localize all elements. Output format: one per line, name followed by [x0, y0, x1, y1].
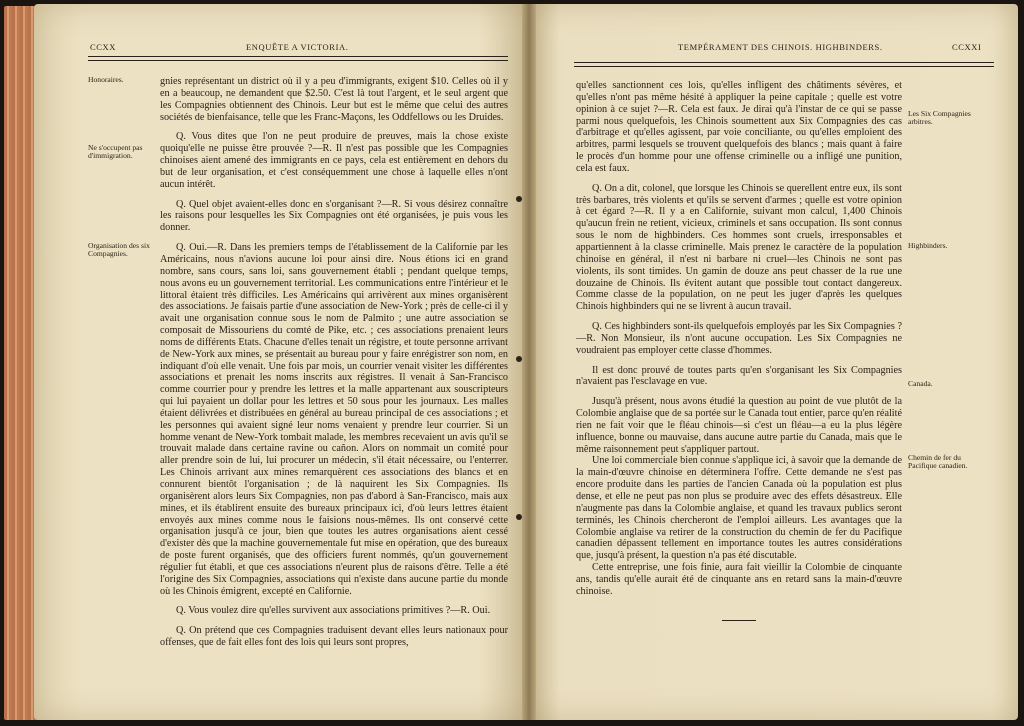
paragraph: Q. On a dit, colonel, que lorsque les Chinois se querellent entre eux, ils sont très barbares, très violents et qu'ils se servent d'armes ; quelle est votre opinion à cet égard ?—R. Il y a en Californie, suivant mon calcul, 1,400 Chinois qu'aucun frein ne retient, vicieux, criminels et sans occupation. Ils sont connus sous le nom de highbinders. Ces hommes sont cruels, irresponsables et appartiennent à la classe criminelle. Mais prenez le caractère de la population chinoise en général, il n'est ni barbare ni cruel—les Chinois ne sont pas violents, ils sont timides. Un gamin de douze ans peut chasser de la rue une douzaine de Chinois. Ils évitent autant que possible tout contact dangereux. Comme classe de la population, on ne peut les juger d'après les quelques Chinois highbinders qui ne se livrent à aucun travail.	[576, 182, 902, 313]
sidenote-highbinders: Highbinders.	[908, 241, 948, 250]
paragraph: Une loi commerciale bien connue s'applique ici, à savoir que la demande de la main-d'œuvre chinoise en déterminera l'offre. Cette demande ne s'est pas encore produite dans les parties de l'ancien Canada où la population est plus dense, et elle ne peut pas non plus se produire avec des effets désastreux. Elle n'augmente pas dans la Colombie anglaise, et quand les travaux publics seront terminés, les Chinois chercheront de l'emploi ailleurs. Les avantages que la Colombie anglaise va retirer de la construction du chemin de fer du Pacifique canadien dépassent tellement en importance toutes les autres considérations que, jusqu'à présent, la question n'a pas été discutable.	[576, 455, 902, 562]
paragraph: Q. On prétend que ces Compagnies traduisent devant elles leurs nationaux pour offenses, que de fait elles font des lois qui leurs sont propres,	[160, 625, 508, 649]
paragraph: Q. Ces highbinders sont-ils quelquefois employés par les Six Compagnies ?—R. Non Monsieur, ils n'ont aucune occupation. Les Six Compagnies ne voudraient pas employer cette classe d'hommes.	[576, 321, 902, 356]
paragraph: Q. Oui.—R. Dans les premiers temps de l'établissement de la Californie par les Américains, nous n'avions aucune loi pour ainsi dire. Nous étions ici en grand nombre, sans cours, sans loi, sans gouvernement établi ; pendant quelque temps, nous avons eu un gouvernement territorial. Les communications entre l'intérieur et le littoral étaient très difficiles. Les Américains qui arrivèrent aux mines organisèrent des associations. Je faisais partie d'une association de New-York ; près de celle-ci il y avait une organisation connue sous le nom de Palmito ; une autre association se composait de Missouriens du comté de Pike, etc. ; ces associations prenaient leurs noms de différents Etats. Chacune d'elles tenait un régistre, et toute personne arrivant de New-York aux mines, se présentait au bureau pour y faire enrégistrer son nom, en indiquant d'où elle venait. Une fois par mois, un courrier venait visiter les différentes associations et prenait les noms inscrits aux régistres. Il venait à San-Francisco comme courrier pour y prendre les lettres et la malle appartenant aux souscripteurs qui lui payaient un dollar pour les lettres et 50 sous pour les journaux. Les malles étaient délivrées et distribuées en général au bureau principal de ces associations ; et les personnes qui avaient signé leur noms venaient y prendre leur courrier. Si un homme venant de New-York tombait malade, les membres recevaient un avis qu'il se trouvait malade dans certaine ravine ou cañon. Alors on nommait un comité pour aller prendre soin de lui, lui procurer un médecin, s'il était nécessaire, ou l'enterrer. Les Chinois arrivant aux mines remarquèrent ces associations des blancs et en connurent bientôt l'organisation ; de là naquirent les Six Compagnies. Ils organisèrent alors leurs Six Compagnies, non pas d'abord à San-Francisco, mais aux mines, et ils établirent ensuite des bureaux principaux ici, d'où leurs lettres étaient envoyés aux mines comme nous le faisions nous-mêmes. Ils ont conservé cette organisation jusqu'à ce jour, bien que toutes les autres organisations aient cessé d'exister dès que la machine gouvernementale fut mise en opération, que des bureaux de poste furent organisés, que des officiers furent nommés, qu'un gouvernement régulier fut établi, et que ces associations n'eurent plus de raisons d'être. Telle a été l'origine des Six Compagnies, associations qui n'existe dans aucune partie du monde où les Chinois émigrent, excepté en Californie.	[160, 242, 508, 597]
paragraph: Q. Quel objet avaient-elles donc en s'organisant ?—R. Si vous désirez connaître les raisons pour lesquelles les Six Compagnies ont été organisées, je puis vous les donner.	[160, 198, 508, 234]
sidenote-organisation: Organisation des six Compagnies.	[88, 241, 150, 259]
left-text-column	[160, 76, 508, 657]
sidenote-chemin-de-fer: Chemin de fer du Pacifique canadien.	[908, 453, 968, 471]
right-running-head: TEMPÉRAMENT DES CHINOIS. HIGHBINDERS.	[678, 42, 883, 52]
right-margin-notes	[908, 110, 992, 510]
left-running-head: ENQUÊTE A VICTORIA.	[246, 42, 349, 52]
paragraph: qu'elles sanctionnent ces lois, qu'elles infligent des châtiments sévères, et qu'elles n'ont pas même hésité à appliquer la peine capitale ; quelle est votre opinion à ce sujet ?—R. Cela est faux. Je dirai qu'à l'instar de ce qui se passe parmi nous quelquefois, les Chinois soumettent aux Six Compagnies des cas d'arbitrage et qu'elles agissent, par voie conciliante, ou qu'elles emploient des arbitres, parmi lesquels se trouvent quelquefois des blancs ; mais quant à faire le procès d'un homme pour une offense criminelle ou a infligé une punition, cela est faux.	[576, 80, 902, 174]
binding-stitch	[516, 196, 522, 202]
sidenote-immigration: Ne s'occupent pas d'immigration.	[88, 143, 143, 161]
paragraph: Il est donc prouvé de toutes parts qu'en s'organisant les Six Compagnies n'avaient pas l'esclavage en vue.	[576, 364, 902, 388]
right-page-number: CCXXI	[952, 42, 982, 52]
sidenote-six-compagnies-arbitres: Les Six Compagnies arbitres.	[908, 109, 971, 127]
binding-stitch	[516, 356, 522, 362]
right-header-rule-thin	[574, 66, 994, 67]
left-page-number: CCXX	[90, 42, 117, 52]
paragraph: Q. Vous voulez dire qu'elles survivent aux associations primitives ?—R. Oui.	[176, 605, 491, 617]
right-text-column	[576, 80, 902, 606]
left-header-rule-thin	[88, 60, 508, 61]
paragraph: Jusqu'à présent, nous avons étudié la question au point de vue plutôt de la Colombie anglaise que de sa portée sur le Canada tout entier, parce qu'en réalité rien ne fait voir que le fléau chinois—si c'est un fléau—a eu la plus légère influence, bonne ou mauvaise, dans aucune autre partie du Canada, mais que le même raisonnement peut s'appliquer partout.	[576, 396, 902, 455]
binding-stitch	[516, 514, 522, 520]
right-header-rule	[574, 62, 994, 63]
left-header-rule	[88, 56, 508, 57]
book-gutter	[522, 4, 536, 720]
end-rule	[722, 620, 756, 621]
sidenote-honoraires: Honoraires.	[88, 75, 124, 84]
paragraph: Cette entreprise, une fois finie, aura fait vieillir la Colombie de cinquante ans, tandis qu'elle aurait été de cinquante ans en retard sans la main-d'œuvre chinoise.	[576, 562, 902, 597]
sidenote-canada: Canada.	[908, 379, 933, 388]
left-margin-notes	[88, 76, 158, 636]
paragraph: gnies représentant un district où il y a peu d'immigrants, exigent $10. Celles où il y en a beaucoup, ne demandent que $2.50. C'est là tout l'argent, et le seul argent que les Compagnies obtiennent des Chinois. Leur but est le même que celui des autres sociétés de bienfaisance, telle que les Franc-Maçons, les Oddfellows ou les Druides.	[160, 76, 508, 123]
paragraph: Q. Vous dites que l'on ne peut produire de preuves, mais la chose existe quoiqu'elle ne puisse être prouvée ?—R. Il n'est pas possible que les Compagnies chinoises aient amené des immigrants en ce pays, cela est entièrement en dehors du but de leur organisation, et c'est conséquemment une chose à laquelle elles n'ont aucun intérêt.	[160, 131, 508, 190]
